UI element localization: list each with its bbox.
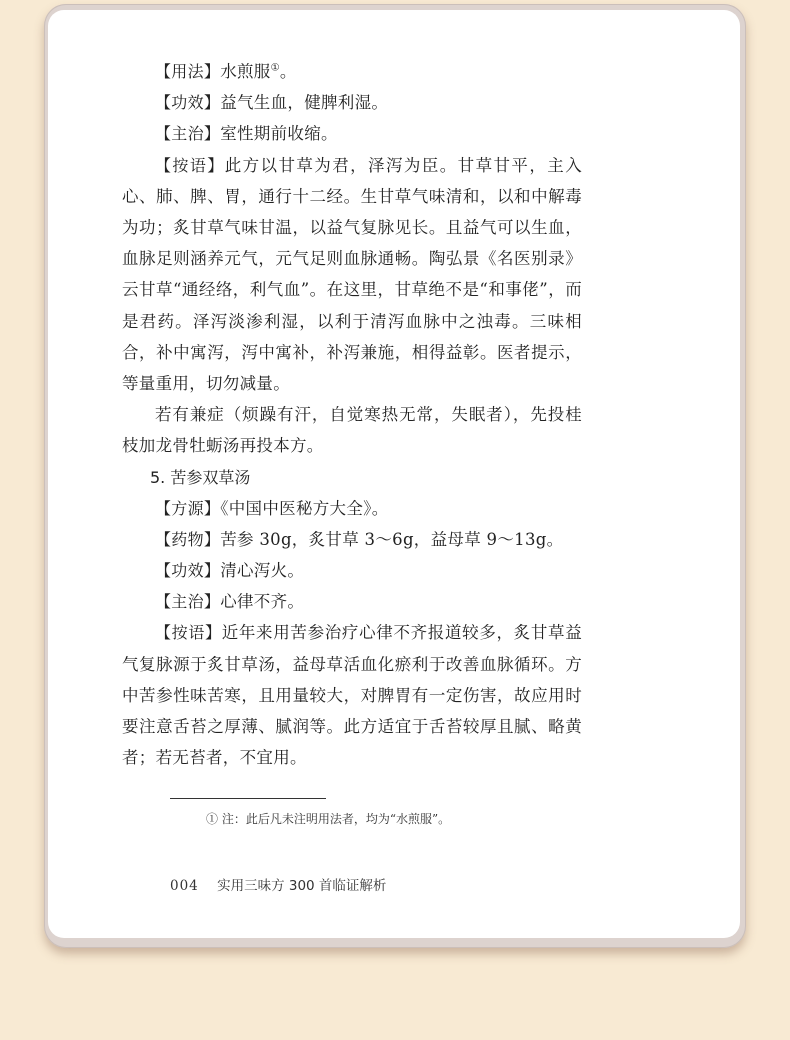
indication-tag: 【主治】 bbox=[155, 124, 221, 144]
indication2-tag: 【主治】 bbox=[155, 592, 221, 612]
commentary-tag: 【按语】 bbox=[155, 155, 225, 175]
commentary2-tag: 【按语】 bbox=[155, 623, 222, 643]
indication2-paragraph bbox=[122, 586, 582, 617]
efficacy2-paragraph bbox=[122, 555, 582, 586]
page-number: 004 bbox=[170, 878, 199, 894]
source-text: 《中国中医秘方大全》。 bbox=[220, 498, 389, 518]
usage-text: 水煎服 bbox=[220, 62, 271, 81]
footnote: ① 注：此后凡未注明用法者，均为“水煎服”。 bbox=[206, 812, 451, 826]
herbs-tag: 【药物】 bbox=[155, 529, 221, 549]
indication2-text: 心律不齐。 bbox=[220, 592, 305, 612]
source-paragraph bbox=[122, 493, 582, 524]
efficacy-text: 益气生血，健脾利湿。 bbox=[220, 93, 389, 113]
commentary2-text: 近年来用苦参治疗心律不齐报道较多，炙甘草益气复脉源于炙甘草汤，益母草活血化瘀利于改善血脉循环。方中苦参性味苦寒，且用量较大，对脾胃有一定伤害，故应用时要注意舌苔之厚薄、腻润等。此方适宜于舌苔较厚且腻、略黄者；若无苔者，不宜用。 bbox=[122, 623, 582, 768]
usage-tail: 。 bbox=[279, 62, 297, 81]
herbs-paragraph bbox=[122, 524, 582, 555]
efficacy2-tag: 【功效】 bbox=[155, 561, 221, 581]
footnote-rule bbox=[170, 798, 326, 799]
efficacy2-text: 清心泻火。 bbox=[220, 561, 305, 581]
indication-text: 室性期前收缩。 bbox=[220, 124, 338, 144]
commentary-text: 此方以甘草为君，泽泻为臣。甘草甘平，主入心、肺、脾、胃，通行十二经。生甘草气味清和，以和中解毒为功；炙甘草气味甘温，以益气复脉见长。且益气可以生血，血脉足则涵养元气，元气足则血脉通畅。陶弘景《名医别录》云甘草“通经络，利气血”。在这里，甘草绝不是“和事佬”，而是君药。泽泻淡渗利湿，以利于清泻血脉中之浊毒。三味相合，补中寓泻，泻中寓补，补泻兼施，相得益彰。医者提示，等量重用，切勿减量。 bbox=[122, 155, 582, 394]
page-footer bbox=[170, 874, 386, 894]
running-title: 实用三味方 300 首临证解析 bbox=[217, 878, 387, 894]
source-tag: 【方源】 bbox=[155, 498, 221, 518]
herbs-text: 苦参 30g，炙甘草 3～6g，益母草 9～13g。 bbox=[220, 529, 564, 549]
commentary-paragraph bbox=[122, 150, 582, 400]
indication-paragraph bbox=[122, 118, 582, 149]
page-body bbox=[122, 56, 582, 773]
efficacy-tag: 【功效】 bbox=[155, 93, 221, 113]
footnote-marker: ① bbox=[270, 62, 280, 74]
complication-paragraph: 若有兼症（烦躁有汗，自觉寒热无常，失眠者），先投桂枝加龙骨牡蛎汤再投本方。 bbox=[122, 405, 582, 456]
commentary2-paragraph bbox=[122, 617, 582, 773]
usage-tag: 【用法】 bbox=[155, 62, 221, 81]
formula-heading: 5. 苦参双草汤 bbox=[150, 467, 251, 487]
efficacy-paragraph bbox=[122, 87, 582, 118]
usage-paragraph bbox=[122, 56, 582, 87]
